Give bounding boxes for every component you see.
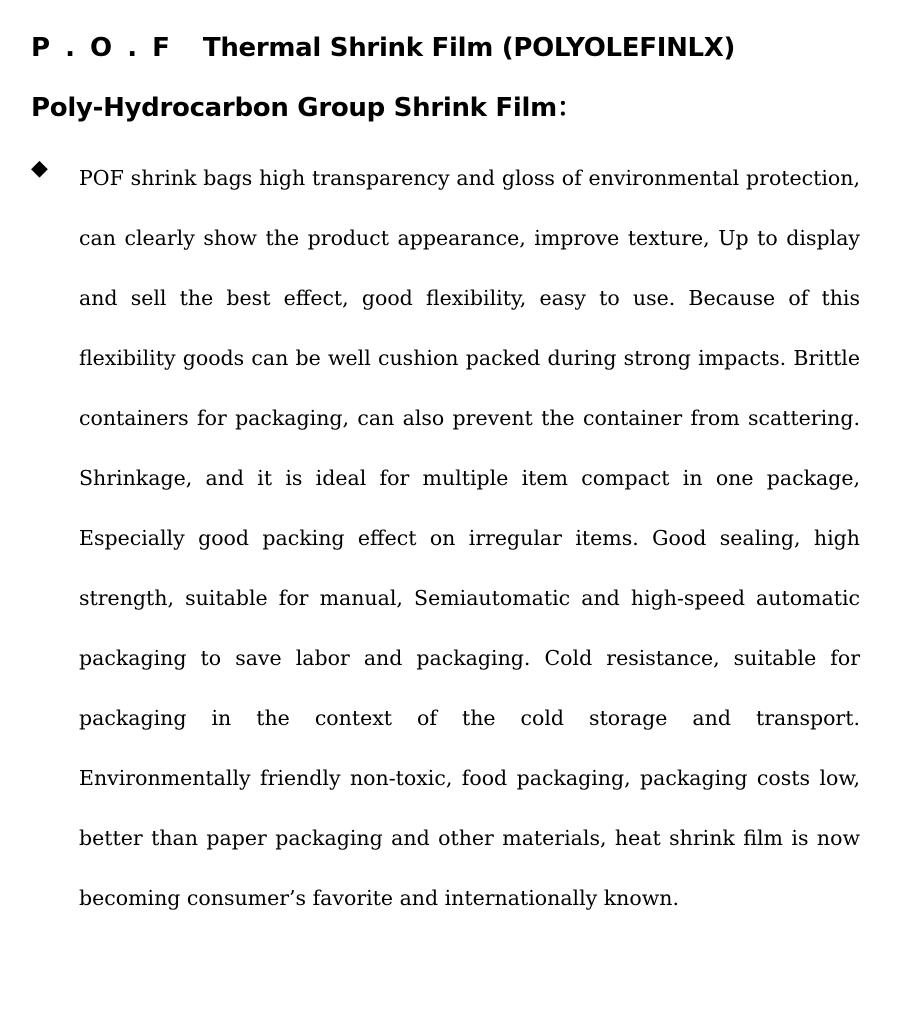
diamond-bullet-icon: ◆ (31, 156, 48, 181)
pof-abbreviation: P . O . F (31, 33, 173, 63)
product-heading (31, 31, 735, 65)
product-title: Thermal Shrink Film (POLYOLEFINLX) (202, 33, 736, 63)
description-paragraph: POF shrink bags high transparency and gloss of environmental protection, can clearly show the product appearance, improve texture, Up to display and sell the best effect, good flexibility, easy to use. Because of this flexibility goods can be well cushion packed during strong impacts. Brittle containers for packaging, can also prevent the container from scattering. Shrinkage, and it is ideal for multiple item compact in one package, Especially good packing effect on irregular items. Good sealing, high strength, suitable for manual, Semiautomatic and high-speed automatic packaging to save labor and packaging. Cold resistance, suitable for packaging in the context of the cold storage and transport. Environmentally friendly non-toxic, food packaging, packaging costs low, better than paper packaging and other materials, heat shrink film is now becoming consumer’s favorite and internationally known. (79, 166, 860, 910)
subheading: Poly-Hydrocarbon Group Shrink Film： (31, 93, 583, 123)
